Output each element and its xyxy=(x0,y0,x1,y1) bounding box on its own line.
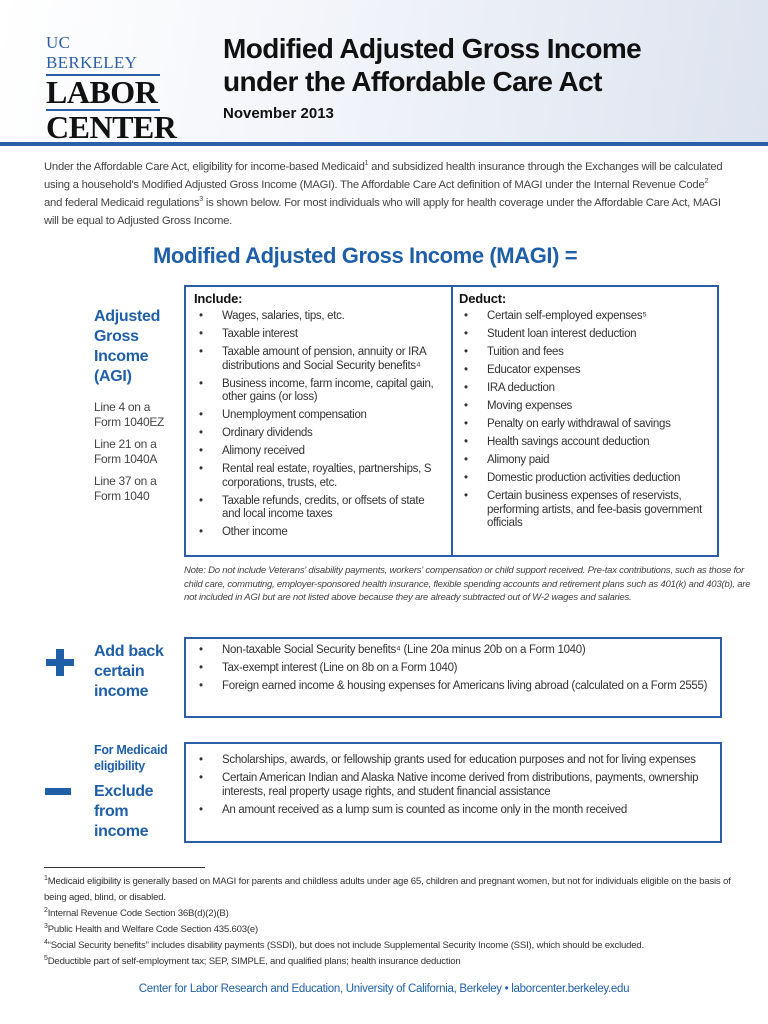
list-item: • Certain self-employed expenses⁵ xyxy=(459,310,714,324)
logo-uc-berkeley: UC BERKELEY xyxy=(46,33,160,76)
label-line: Exclude xyxy=(94,783,154,800)
label-line: from xyxy=(94,803,129,820)
footnote-text: Medicaid eligibility is generally based on MAGI for parents and childless adults under age 65, children and pregnant women, but not for individuals eligible on the basis of being aged, blind, or disabled. xyxy=(44,876,731,903)
footer-org: Center for Labor Research and Education, University of California, Berkeley xyxy=(138,983,502,995)
intro-text: and subsidized health insurance through the Exchanges will be calculated using a household's Modified Adjusted Gross Income (MAGI). The Affordable Care Act definition of MAGI under the Internal Revenue Code xyxy=(44,161,723,191)
intro-text: and federal Medicaid regulations xyxy=(44,197,200,209)
form-line: Line 37 on a Form 1040 xyxy=(94,474,157,503)
footnote xyxy=(44,922,744,938)
form-line: Line 21 on a Form 1040A xyxy=(94,437,158,466)
label-line: income xyxy=(94,683,149,700)
list-item: • Unemployment compensation xyxy=(194,409,444,423)
agi-label-line: Gross xyxy=(94,328,139,345)
list-item: • Foreign earned income & housing expenses for Americans living abroad (calculated on a Form 2555) xyxy=(194,680,710,694)
add-back-label xyxy=(94,642,164,702)
exclude-box xyxy=(184,742,722,843)
list-item: • Certain business expenses of reservists, performing artists, and fee-basis government officials xyxy=(459,490,714,531)
list-item: • Educator expenses xyxy=(459,364,714,378)
list-item: • Rental real estate, royalties, partnerships, S corporations, trusts, etc. xyxy=(194,463,444,490)
agi-box xyxy=(184,285,719,557)
intro-paragraph xyxy=(44,158,724,230)
plus-icon-vertical xyxy=(56,649,64,676)
list-item: • Other income xyxy=(194,526,444,540)
footnote-rule xyxy=(44,867,205,868)
footnotes xyxy=(44,874,744,970)
deduct-column xyxy=(459,291,714,535)
publication-date: November 2013 xyxy=(223,105,334,122)
list-item: • Scholarships, awards, or fellowship grants used for education purposes and not for living expenses xyxy=(194,754,710,768)
exclude-list xyxy=(194,754,710,817)
list-item: • Tax-exempt interest (Line on 8b on a Form 1040) xyxy=(194,662,710,676)
footnote-ref: 3 xyxy=(199,196,203,204)
include-heading: Include: xyxy=(194,291,243,306)
footnote-number: 1 xyxy=(44,874,48,882)
footnote-text: “Social Security benefits” includes disability payments (SSDI), but does not include Supplemental Security Income (SSI), which should be excluded. xyxy=(47,940,645,951)
label-line: certain xyxy=(94,663,145,680)
agi-note: Note: Do not include Veterans' disability payments, workers' compensation or child support received. Pre-tax contributions, such as those for child care, commuting, employer-sponsored health insurance, flexible spending accounts and retirement plans such as 401(k) and 403(b), are not included in AGI but are not listed above because they are already subtracted out of W-2 wages and salaries. xyxy=(184,565,751,603)
list-item: • Non-taxable Social Security benefits⁴ (Line 20a minus 20b on a Form 1040) xyxy=(194,644,710,658)
footnote xyxy=(44,906,744,922)
qualifier-line: eligibility xyxy=(94,759,145,773)
minus-icon xyxy=(45,788,71,795)
footer-url-link[interactable]: laborcenter.berkeley.edu xyxy=(511,983,630,995)
list-item: • Alimony received xyxy=(194,445,444,459)
footnote-text: Public Health and Welfare Code Section 435.603(e) xyxy=(47,924,258,935)
magi-heading: Modified Adjusted Gross Income (MAGI) = xyxy=(153,243,578,268)
agi-label-line: Adjusted xyxy=(94,308,161,325)
include-list xyxy=(194,310,444,540)
footnote-number: 5 xyxy=(44,954,48,962)
footnote xyxy=(44,874,744,906)
agi-label-line: Income xyxy=(94,348,149,365)
list-item: • An amount received as a lump sum is counted as income only in the month received xyxy=(194,804,710,818)
list-item: • Ordinary dividends xyxy=(194,427,444,441)
list-item: • Domestic production activities deduction xyxy=(459,472,714,486)
list-item: • Alimony paid xyxy=(459,454,714,468)
include-column xyxy=(194,291,444,544)
footnote-ref: 2 xyxy=(704,178,709,186)
agi-form-lines xyxy=(94,400,170,511)
add-back-box xyxy=(184,637,722,718)
deduct-list xyxy=(459,310,714,531)
list-item: • Wages, salaries, tips, etc. xyxy=(194,310,444,324)
list-item: • Penalty on early withdrawal of savings xyxy=(459,418,714,432)
list-item: • Business income, farm income, capital gain, other gains (or loss) xyxy=(194,378,444,405)
list-item: • Taxable interest xyxy=(194,328,444,342)
list-item: • Tuition and fees xyxy=(459,346,714,360)
footnote-number: 3 xyxy=(44,922,48,930)
qualifier-line: For Medicaid xyxy=(94,743,168,757)
footnote-number: 2 xyxy=(44,906,48,914)
form-line: Line 4 on a Form 1040EZ xyxy=(94,400,165,429)
labor-center-logo xyxy=(46,33,177,146)
medicaid-qualifier xyxy=(94,742,168,774)
agi-label xyxy=(94,307,160,387)
title-line-2: under the Affordable Care Act xyxy=(223,66,602,97)
footnote-text: Deductible part of self-employment tax; SEP, SIMPLE, and qualified plans; health insurance deduction xyxy=(47,956,461,967)
footer xyxy=(0,983,768,995)
footnote-ref: 1 xyxy=(364,160,369,168)
add-back-list xyxy=(194,644,710,694)
footnote-number: 4 xyxy=(44,938,48,946)
page-title xyxy=(223,32,641,98)
footnote-text: Internal Revenue Code Section 36B(d)(2)(B) xyxy=(47,908,229,919)
agi-label-line: (AGI) xyxy=(94,368,132,385)
list-item: • IRA deduction xyxy=(459,382,714,396)
column-divider xyxy=(451,287,453,555)
list-item: • Student loan interest deduction xyxy=(459,328,714,342)
list-item: • Taxable amount of pension, annuity or IRA distributions and Social Security benefits⁴ xyxy=(194,346,444,373)
logo-labor: LABOR xyxy=(46,76,160,111)
deduct-heading: Deduct: xyxy=(459,291,506,306)
list-item: • Health savings account deduction xyxy=(459,436,714,450)
footer-separator: • xyxy=(504,983,509,995)
list-item: • Certain American Indian and Alaska Native income derived from distributions, payments, ownership interests, real property usage rights, and student financial assistance xyxy=(194,772,710,799)
label-line: Add back xyxy=(94,643,164,660)
intro-text: is shown below. For most individuals who will apply for health coverage under the Affordable Care Act, MAGI will be equal to Adjusted Gross Income. xyxy=(44,197,721,227)
logo-center: CENTER xyxy=(46,109,177,145)
intro-text: Under the Affordable Care Act, eligibility for income-based Medicaid xyxy=(44,161,365,173)
label-line: income xyxy=(94,823,149,840)
list-item: • Moving expenses xyxy=(459,400,714,414)
exclude-label xyxy=(94,782,153,842)
title-line-1: Modified Adjusted Gross Income xyxy=(223,33,642,64)
list-item: • Taxable refunds, credits, or offsets of state and local income taxes xyxy=(194,495,444,522)
footnote xyxy=(44,938,744,954)
footnote xyxy=(44,954,744,970)
